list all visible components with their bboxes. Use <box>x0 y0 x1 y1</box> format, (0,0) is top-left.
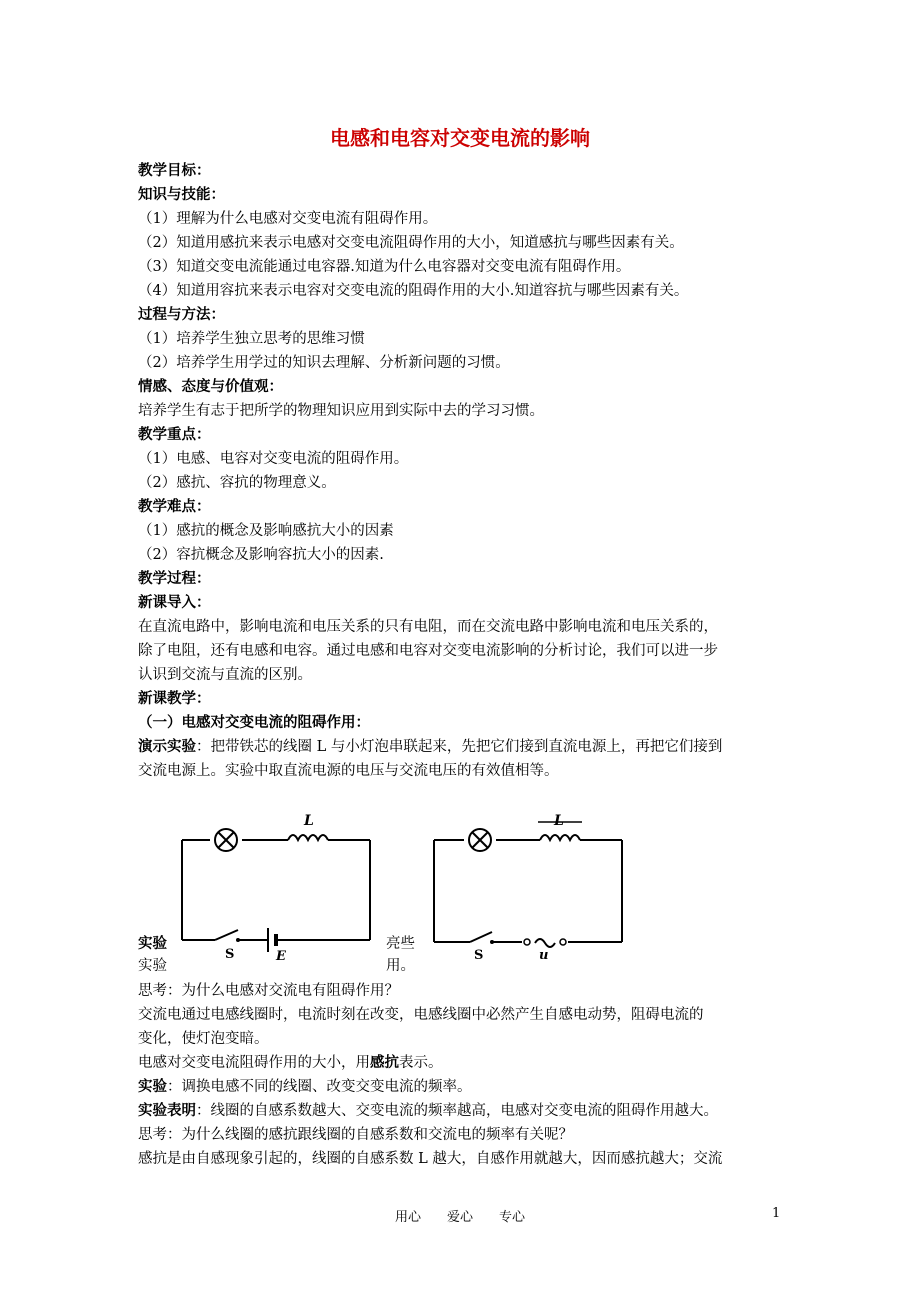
text-line: 认识到交流与直流的区别。 <box>138 667 312 683</box>
heading-teaching-process: 教学过程： <box>138 571 211 587</box>
demo-label: 演示实验 <box>138 739 196 755</box>
inductor-coil-icon <box>288 835 328 840</box>
label-L: L <box>554 813 564 829</box>
switch-pivot <box>236 938 240 942</box>
lamp-icon <box>215 829 237 851</box>
lamp-icon <box>469 829 491 851</box>
inductive-reactance-line <box>138 1052 788 1074</box>
page-number: 1 <box>772 1206 781 1221</box>
ac-circuit <box>434 822 622 942</box>
text-line: （4）知道用容抗来表示电容对交变电流的阻碍作用的大小.知道容抗与哪些因素有关。 <box>138 283 689 299</box>
text-line: 在直流电路中，影响电流和电压关系的只有电阻，而在交流电路中影响电流和电压关系的， <box>138 619 718 635</box>
text-line: （2）培养学生用学过的知识去理解、分析新问题的习惯。 <box>138 355 510 371</box>
text-line: 感抗是由自感现象引起的，线圈的自感系数 L 越大，自感作用就越大，因而感抗越大；交流 <box>138 1151 723 1167</box>
experiment-result-line <box>138 1100 788 1122</box>
experiment-text: ：调换电感不同的线圈、改变交变电流的频率。 <box>167 1079 472 1095</box>
label-E: E <box>276 949 286 960</box>
demo-line-1 <box>138 736 788 758</box>
text-line: （1）理解为什么电感对交变电流有阻碍作用。 <box>138 211 438 227</box>
text-line: （1）感抗的概念及影响感抗大小的因素 <box>138 523 394 539</box>
partial-text-d: 用。 <box>386 958 415 974</box>
text-line: 除了电阻，还有电感和电容。通过电感和电容对交变电流影响的分析讨论，我们可以进一步 <box>138 643 718 659</box>
text-line: （1）培养学生独立思考的思维习惯 <box>138 331 365 347</box>
text-line: 思考：为什么电感对交流电有阻碍作用？ <box>138 983 399 999</box>
label-S: S <box>225 947 235 960</box>
text-line: （1）电感、电容对交变电流的阻碍作用。 <box>138 451 409 467</box>
heading-new-lesson: 新课教学： <box>138 691 211 707</box>
demo-text: ：把带铁芯的线圈 L 与小灯泡串联起来，先把它们接到直流电源上，再把它们接到 <box>196 739 723 755</box>
heading-knowledge-skills: 知识与技能： <box>138 187 225 203</box>
heading-objectives: 教学目标： <box>138 163 211 179</box>
circuit-diagrams <box>170 810 640 960</box>
ac-source-icon <box>524 939 566 947</box>
experiment-result-label: 实验表明 <box>138 1103 196 1119</box>
page-title: 电感和电容对交变电流的影响 <box>330 126 590 150</box>
term-inductive-reactance: 感抗 <box>370 1055 399 1071</box>
text-line: 变化，使灯泡变暗。 <box>138 1031 269 1047</box>
switch-pivot <box>490 940 494 944</box>
text-line: 交流电通过电感线圈时，电流时刻在改变，电感线圈中必然产生自感电动势，阻碍电流的 <box>138 1007 704 1023</box>
label-S: S <box>474 948 484 960</box>
text-span: 电感对交变电流阻碍作用的大小，用 <box>138 1055 370 1071</box>
demo-line-2: 交流电源上。实验中取直流电源的电压与交流电压的有效值相等。 <box>138 763 559 779</box>
partial-text-a: 实验 <box>138 936 167 952</box>
text-line: （3）知道交变电流能通过电容器.知道为什么电容器对交变电流有阻碍作用。 <box>138 259 631 275</box>
heading-difficulties: 教学难点： <box>138 499 211 515</box>
experiment-line <box>138 1076 788 1098</box>
page-footer: 用心 爱心 专心 <box>394 1210 525 1225</box>
battery-icon <box>268 928 276 952</box>
text-span: 表示。 <box>399 1055 443 1071</box>
inductor-coil-icon <box>540 835 580 840</box>
heading-key-points: 教学重点： <box>138 427 211 443</box>
heading-section-1: （一）电感对交变电流的阻碍作用： <box>138 715 370 731</box>
dc-circuit <box>182 840 370 940</box>
text-line: （2）容抗概念及影响容抗大小的因素. <box>138 547 384 563</box>
heading-process-methods: 过程与方法： <box>138 307 225 323</box>
label-L: L <box>304 813 314 829</box>
heading-emotions-values: 情感、态度与价值观： <box>138 379 283 395</box>
partial-text-b: 亮些 <box>386 936 415 952</box>
partial-text-c: 实验 <box>138 958 167 974</box>
text-line: 培养学生有志于把所学的物理知识应用到实际中去的学习习惯。 <box>138 403 544 419</box>
text-line: 思考：为什么线圈的感抗跟线圈的自感系数和交流电的频率有关呢？ <box>138 1127 573 1143</box>
text-line: （2）知道用感抗来表示电感对交变电流阻碍作用的大小，知道感抗与哪些因素有关。 <box>138 235 684 251</box>
text-line: （2）感抗、容抗的物理意义。 <box>138 475 336 491</box>
heading-introduction: 新课导入： <box>138 595 211 611</box>
experiment-label: 实验 <box>138 1079 167 1095</box>
experiment-result-text: ：线圈的自感系数越大、交变电流的频率越高，电感对交变电流的阻碍作用越大。 <box>196 1103 718 1119</box>
label-u: u <box>539 948 549 960</box>
